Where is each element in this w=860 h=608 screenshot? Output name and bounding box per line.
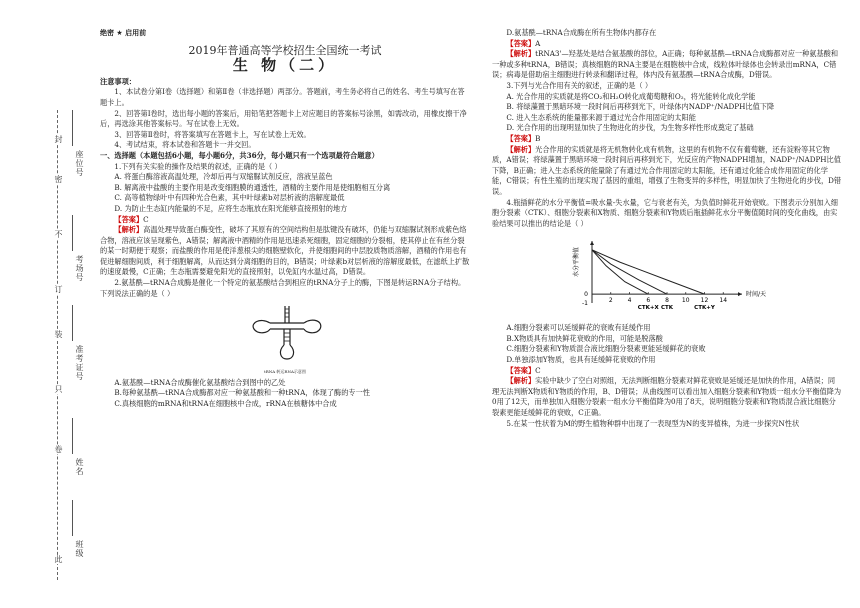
q1-option: A. 将蛋白酶溶液高温处理，冷却后再与双缩脲试剂反应，溶液呈蓝色 [114, 172, 333, 182]
q4-answer: 【答案】C [506, 365, 541, 375]
seal-char: 不 [54, 230, 63, 239]
q1-option: C. 高等植物绿叶中有四种光合色素，其中叶绿素b对层析液的溶解度最低 [114, 193, 345, 203]
exam-title: 2019年普通高等学校招生全国统一考试 [188, 43, 382, 57]
q2-explanation: 【解析】tRNA3'—羟基处是结合氨基酸的部位，A正确；每种氨基酰—tRNA合成酶都对应一种氨基酸和一种或多种tRNA，B错误；真核细胞的RNA主要是在细胞核中合成，线粒体叶绿体也会转录出mRNA，C错误；病毒是借助宿主细胞进行转录和翻译过程，体内没有氨基酰—tRNA合成酶，D错误。 [492, 49, 839, 80]
x-tick-label: 14 [719, 297, 728, 305]
q4-explanation: 【解析】实验中缺少了空白对照组，无法判断细胞分裂素对鲜花衰败是延缓还是加快的作用，A错误；同理无法判断X物质和Y物质的作用，B、D错误；从曲线图可以看出加入细胞分裂素和Y物质一组水分平衡值降为0用了12天，而单独加入细胞分裂素一组水分平衡值降为0用了8天，说明细胞分裂素和Y物质混合液比细胞分裂素更能延缓鲜花的衰败，C正确。 [492, 376, 842, 418]
y-tick-label: 0 [584, 291, 588, 299]
q3-explanation: 【解析】光合作用的实质就是将无机物转化成有机物，这里的有机物不仅有葡萄糖，还有淀粉等其它物质，A错误；将绿藻置于黑暗环境一段时间后再移到光下，光反应的产物NADPH增加，NADP⁺/NADPH比值下降，B正确；进入生态系统的能量除了有通过光合作用固定的太阳能，还有通过化能合成作用固定的化学能，C错误；有性生殖的出现实现了基因的重组，增强了生物变异的多样性，明显加快了生物进化的步伐，D错误。 [492, 144, 842, 196]
left-column [100, 28, 470, 410]
trna-caption: tRNA 转运RNA示意图 [264, 369, 306, 375]
water-balance-chart [552, 233, 782, 319]
x-axis-arrow [738, 292, 742, 296]
series-line [592, 250, 705, 294]
notes-item: 4、考试结束，将本试卷和答题卡一并交回。 [114, 140, 256, 150]
q3-option: B. 将绿藻置于黑暗环境一段时间后再移到光下，叶绿体内NADP⁺/NADPH比值下降 [506, 102, 775, 112]
q3-option: D. 光合作用的出现明显加快了生物进化的步伐，为生物多样性形成奠定了基础 [506, 123, 754, 133]
q3-stem: 3.下列与光合作用有关的叙述，正确的是（ ） [506, 80, 653, 90]
notes-heading: 注意事项： [100, 76, 136, 86]
q2-option: A.氨基酰—tRNA合成酶催化氨基酸结合到图中的乙处 [114, 377, 286, 387]
q2-answer: 【答案】A [506, 38, 541, 48]
series-line [592, 250, 667, 294]
q4-option: A.细胞分裂素可以延缓鲜花的衰败有延缓作用 [506, 323, 651, 333]
q2-option: D.氨基酰—tRNA合成酶在所有生物体内都存在 [506, 28, 657, 37]
notes-item: 2、回答第Ⅰ卷时，选出每小题的答案后，用铅笔把答题卡上对应题目的答案标号涂黑，如需改动，用橡皮擦干净后，再选涂其他答案标号。写在试卷上无效。 [100, 108, 467, 129]
seal-char: 密 [54, 175, 63, 184]
seal-char: 卷 [54, 445, 63, 454]
binding-field-label: 座位号 [75, 150, 84, 177]
seal-char: 封 [54, 135, 63, 144]
notes-item: 1、本试卷分第Ⅰ卷（选择题）和第Ⅱ卷（非选择题）两部分。答题前，考生务必将自己的姓名、考生号填写在答题卡上。 [100, 87, 465, 107]
y-tick-label: -1 [582, 300, 588, 308]
x-tick-label: 2 [608, 297, 613, 305]
x-annotation-label: CTK+Y [694, 305, 715, 312]
y-axis-label: 水分平衡值 [573, 247, 580, 278]
q1-answer: 【答案】C [114, 214, 149, 224]
binding-field-label: 姓名 [75, 458, 84, 476]
q1-option: B. 解离液中盐酸的主要作用是改变细胞膜的通透性，酒精的主要作用是使细胞相互分离 [114, 182, 391, 192]
q4-stem: 4.瓶插鲜花的水分平衡值=吸水量-失水量，它与衰老有关，为负值时鲜花开始衰败。下图表示分别加入细胞分裂素（CTK）、细胞分裂素和X物质、细胞分裂素和Y物质后瓶插鲜花水分平衡值随时间的变化曲线，由实验结果可以推出的结论是（ ） [492, 197, 838, 228]
secret-tag: 绝密 ★ 启用前 [100, 29, 147, 37]
binding-margin [0, 0, 92, 608]
trna-diagram [240, 303, 330, 365]
subject-title: 生 物（二） [232, 56, 338, 75]
q4-option: C.细胞分裂素和Y物质混合液比细胞分裂素更能延缓鲜花的衰败 [506, 344, 706, 354]
right-column [492, 28, 842, 429]
q1-stem: 1.下列有关实验的操作及结果的叙述，正确的是（ ） [114, 161, 282, 171]
seal-char: 只 [54, 385, 63, 394]
section-heading: 一、选择题（本题包括6小题，每小题6分，共36分，每小题只有一个选项最符合题意） [100, 150, 379, 160]
x-tick-label: 12 [700, 297, 709, 305]
x-tick-label: 10 [681, 297, 690, 305]
seal-char: 装 [54, 330, 63, 339]
q4-option: D.单独添加Y物质，也具有延缓鲜花衰败的作用 [506, 355, 656, 365]
seal-char: 订 [54, 285, 63, 294]
binding-field-line [72, 215, 73, 251]
x-tick-label: 8 [665, 297, 669, 305]
binding-field-line [72, 500, 73, 536]
q2-option: B.每种氨基酰—tRNA合成酶都对应一种氨基酸和一种tRNA，体现了酶的专一性 [114, 388, 370, 398]
binding-field-label: 考场号 [75, 255, 84, 282]
x-tick-label: 4 [627, 297, 632, 305]
q1-explanation: 【解析】高温处理导致蛋白酶变性，破坏了其原有的空间结构但是肽键没有破坏，仍能与双缩脲试剂形成紫色络合物，溶液应该呈现紫色，A错误；解离液中酒精的作用是迅速杀死细胞，固定细胞的分裂相，使其停止在有丝分裂的某一时期便于观察；而盐酸的作用是使洋葱根尖的细胞壁软化，并使细胞间的中层胶质物质溶解，酒精的作用也有促进解细胞间质，利于细胞解离，从而达到分离细胞的目的，B错误；叶绿素b对层析液的溶解度最低，在滤纸上扩散的速度最慢，C正确；生态瓶需要避免阳光的直接照射，以免缸内水温过高，D错误。 [100, 225, 470, 277]
binding-field-label: 班级 [75, 540, 84, 558]
q5-stem: 5.在某一性状着为M的野生植物种群中出现了一表现型为N的变异植株，为进一步探究N性状 [506, 418, 800, 428]
q3-answer: 【答案】B [506, 133, 541, 143]
y-axis-arrow [590, 241, 594, 245]
x-tick-label: 6 [646, 297, 651, 305]
q2-stem: 2.氨基酰—tRNA合成酶是催化一个特定的氨基酸结合到相应的tRNA分子上的酶，下图是转运RNA分子结构。下列说法正确的是（ ） [100, 278, 466, 298]
x-axis-label: 时间/天 [746, 291, 767, 299]
binding-field-label: 准考证号 [75, 345, 84, 381]
binding-field-line [72, 418, 73, 454]
x-annotation-label: CTK+X [637, 305, 659, 312]
x-annotation-label: CTK [660, 305, 674, 312]
binding-field-line [72, 305, 73, 341]
seal-char: 此 [54, 555, 63, 564]
q4-option: B.X物质具有加快鲜花衰败的作用，可能是脱落酸 [506, 333, 663, 343]
notes-item: 3、回答第Ⅱ卷时，将答案填写在答题卡上，写在试卷上无效。 [114, 129, 311, 139]
binding-field-line [72, 110, 73, 146]
q2-option: C.真核细胞的mRNA和tRNA在细胞核中合成，rRNA在核糖体中合成 [114, 399, 337, 409]
q3-option: C. 进入生态系统的能量都来源于通过光合作用固定的太阳能 [506, 112, 696, 122]
q3-option: A. 光合作用的实质就是将CO₂和H₂O转化成葡萄糖和O₂，将光能转化成化学能 [506, 91, 756, 101]
q1-option: D. 为防止生态缸内能量的不足，应将生态瓶放在阳光能够直接照射的地方 [114, 203, 348, 213]
